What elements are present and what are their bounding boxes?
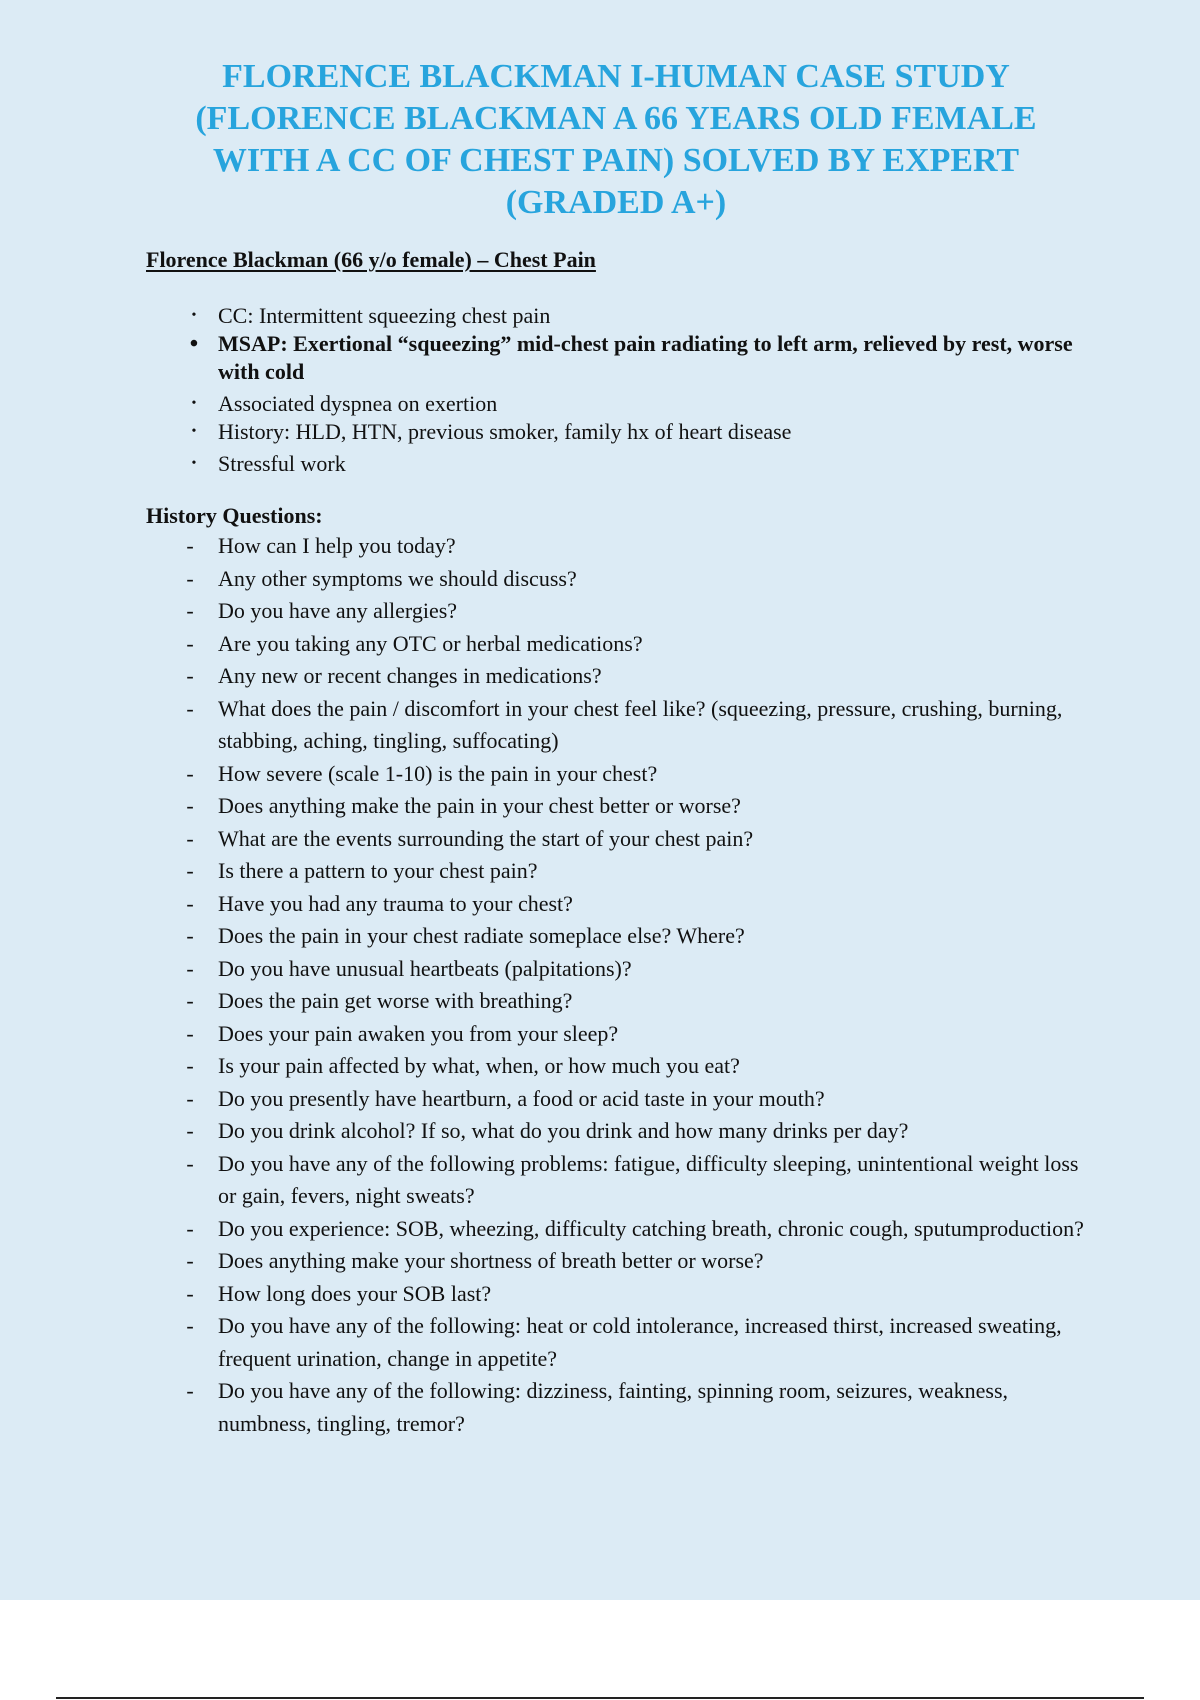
history-question [146, 595, 1106, 628]
dash-icon: - [186, 1150, 194, 1176]
summary-item [146, 418, 1106, 446]
history-question [146, 530, 1106, 563]
history-question [146, 1148, 1106, 1213]
question-text: What are the events surrounding the start of your chest pain? [218, 825, 754, 851]
case-heading: Florence Blackman (66 y/o female) – Chest Pain [146, 247, 596, 272]
dash-icon: - [186, 565, 194, 591]
summary-item [146, 330, 1106, 386]
dash-icon: - [186, 695, 194, 721]
title-line: WITH A CC OF CHEST PAIN) SOLVED BY EXPERT [212, 142, 1020, 179]
history-question [146, 823, 1106, 856]
question-text: Is there a pattern to your chest pain? [218, 858, 538, 883]
history-question [146, 985, 1106, 1018]
dash-icon: - [186, 988, 194, 1013]
history-question [146, 1213, 1106, 1246]
history-questions-list [146, 530, 1106, 1440]
dash-icon: - [186, 1053, 194, 1078]
dash-icon: - [186, 825, 194, 851]
dash-icon: - [186, 1118, 194, 1143]
bullet-icon: • [191, 424, 197, 439]
dash-icon: - [186, 1280, 194, 1306]
dash-icon: - [186, 1215, 194, 1241]
question-text: Have you had any trauma to your chest? [218, 890, 573, 916]
question-text: Does anything make your shortness of breath better or worse? [218, 1248, 764, 1273]
dash-icon: - [186, 793, 194, 818]
question-text: How can I help you today? [218, 533, 456, 558]
footer-divider [56, 1697, 1144, 1699]
history-question [146, 953, 1106, 986]
question-text: How long does your SOB last? [218, 1280, 492, 1306]
history-question [146, 1310, 1106, 1375]
question-text: Does your pain awaken you from your sleep? [218, 1020, 619, 1046]
bullet-icon: • [191, 456, 197, 471]
summary-text: CC: Intermittent squeezing chest pain [218, 303, 551, 328]
bullet-icon: • [189, 331, 199, 357]
question-text: How severe (scale 1-10) is the pain in your chest? [218, 760, 658, 786]
question-text: Are you taking any OTC or herbal medications? [218, 630, 643, 656]
history-heading: History Questions: [146, 503, 323, 528]
dash-icon: - [186, 858, 194, 883]
question-text: Any new or recent changes in medications? [218, 663, 602, 688]
dash-icon: - [186, 760, 194, 786]
summary-item [146, 390, 1106, 418]
question-text: Do you experience: SOB, wheezing, difficulty catching breath, chronic cough, sputumproduction? [218, 1215, 1084, 1241]
title-line: (FLORENCE BLACKMAN A 66 YEARS OLD FEMALE [195, 100, 1037, 137]
summary-text: History: HLD, HTN, previous smoker, family hx of heart disease [218, 419, 792, 444]
question-text: Does anything make the pain in your chest better or worse? [218, 793, 741, 818]
history-question [146, 758, 1106, 791]
dash-icon: - [186, 533, 194, 558]
dash-icon: - [186, 1378, 194, 1403]
question-text: Do you have any allergies? [218, 598, 458, 623]
summary-item [146, 302, 1106, 330]
question-text: Does the pain in your chest radiate someplace else? Where? [218, 923, 745, 948]
summary-item [146, 450, 1106, 478]
summary-text: Associated dyspnea on exertion [218, 391, 498, 416]
question-text: Do you have any of the following: heat or cold intolerance, increased thirst, increased sweating, frequent urination, change in appetite? [218, 1313, 1062, 1371]
history-question [146, 563, 1106, 596]
dash-icon: - [186, 1020, 194, 1046]
document-title [146, 56, 1086, 224]
dash-icon: - [186, 1313, 194, 1338]
history-question [146, 855, 1106, 888]
history-question [146, 1245, 1106, 1278]
document-content [146, 56, 1106, 1440]
question-text: Do you have unusual heartbeats (palpitations)? [218, 955, 632, 981]
history-question [146, 888, 1106, 921]
bullet-icon: • [191, 396, 197, 411]
history-question [146, 1050, 1106, 1083]
history-question [146, 790, 1106, 823]
history-question [146, 660, 1106, 693]
history-question [146, 1278, 1106, 1311]
dash-icon: - [186, 663, 194, 688]
question-text: Do you have any of the following problems: fatigue, difficulty sleeping, unintentional weight loss or gain, fevers, night sweats? [218, 1150, 1079, 1208]
history-question [146, 1375, 1106, 1440]
history-question [146, 1018, 1106, 1051]
question-text: Do you have any of the following: dizziness, fainting, spinning room, seizures, weakness, numbness, tingling, tremor? [218, 1378, 1009, 1436]
history-question [146, 693, 1106, 758]
dash-icon: - [186, 598, 194, 623]
dash-icon: - [186, 955, 194, 981]
question-text: Do you drink alcohol? If so, what do you drink and how many drinks per day? [218, 1118, 909, 1143]
bullet-icon: • [191, 308, 197, 323]
question-text: Does the pain get worse with breathing? [218, 988, 573, 1013]
question-text: Any other symptoms we should discuss? [218, 565, 577, 591]
history-question [146, 920, 1106, 953]
dash-icon: - [186, 1248, 194, 1273]
dash-icon: - [186, 630, 194, 656]
dash-icon: - [186, 890, 194, 916]
history-question [146, 628, 1106, 661]
title-line: (GRADED A+) [505, 184, 727, 221]
history-question [146, 1115, 1106, 1148]
question-text: Do you presently have heartburn, a food or acid taste in your mouth? [218, 1085, 825, 1111]
title-line: FLORENCE BLACKMAN I-HUMAN CASE STUDY [222, 58, 1010, 95]
question-text: What does the pain / discomfort in your chest feel like? (squeezing, pressure, crushing, burning, stabbing, aching, tingling, suffocating) [218, 695, 1063, 753]
summary-text: Stressful work [218, 451, 346, 476]
dash-icon: - [186, 923, 194, 948]
question-text: Is your pain affected by what, when, or how much you eat? [218, 1053, 740, 1078]
history-question [146, 1083, 1106, 1116]
case-summary-list [146, 302, 1106, 478]
summary-text: MSAP: Exertional “squeezing” mid-chest pain radiating to left arm, relieved by rest, worse with cold [218, 331, 1073, 384]
dash-icon: - [186, 1085, 194, 1111]
